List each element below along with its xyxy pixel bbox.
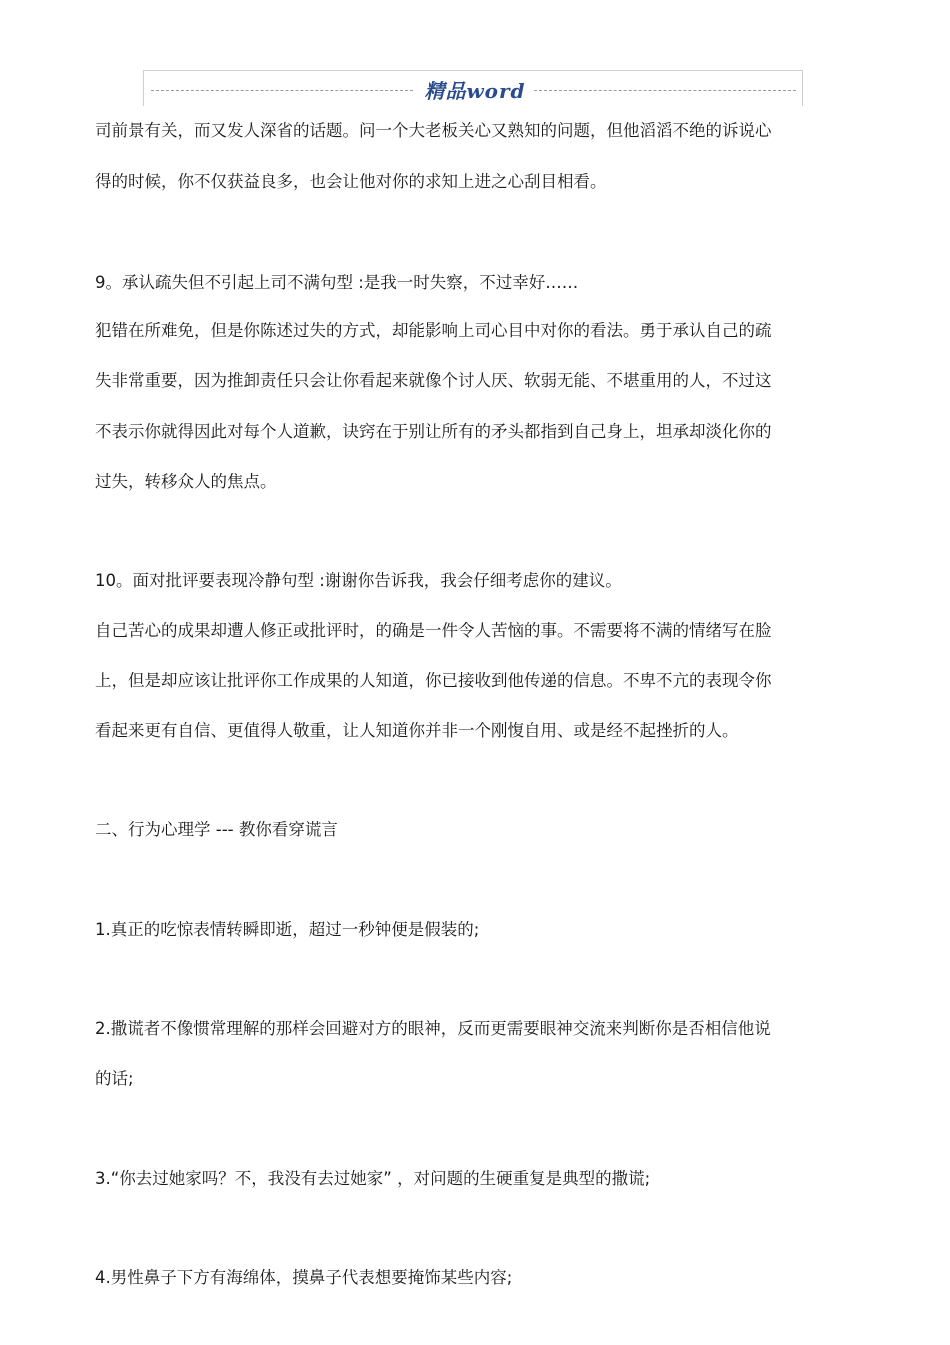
- list-item-continuation: 的话;: [95, 1069, 134, 1088]
- text-line: 失非常重要，因为推卸责任只会让你看起来就像个讨人厌、软弱无能、不堪重用的人，不过这: [95, 371, 772, 390]
- text-line: 看起来更有自信、更值得人敬重，让人知道你并非一个刚愎自用、或是经不起挫折的人。: [95, 721, 739, 740]
- section-heading: 10。面对批评要表现冷静句型 :谢谢你告诉我，我会仔细考虑你的建议。: [95, 571, 622, 590]
- list-item: 2.撒谎者不像惯常理解的那样会回避对方的眼神，反而更需要眼神交流来判断你是否相信他说: [95, 1019, 771, 1038]
- list-item: 1.真正的吃惊表情转瞬即逝，超过一秒钟便是假装的;: [95, 920, 480, 939]
- page-header: [143, 70, 803, 106]
- text-line: 过失，转移众人的焦点。: [95, 472, 277, 491]
- header-dashed-rule-right: [534, 90, 796, 91]
- header-title: 精品word: [424, 79, 526, 103]
- section-heading: 9。承认疏失但不引起上司不满句型 :是我一时失察，不过幸好……: [95, 273, 579, 292]
- text-line: 自己苦心的成果却遭人修正或批评时，的确是一件令人苦恼的事。不需要将不满的情绪写在脸: [95, 621, 772, 640]
- text-line: 得的时候，你不仅获益良多，也会让他对你的求知上进之心刮目相看。: [95, 172, 607, 191]
- text-line: 司前景有关，而又发人深省的话题。问一个大老板关心又熟知的问题，但他滔滔不绝的诉说心: [95, 121, 772, 140]
- text-line: 上，但是却应该让批评你工作成果的人知道，你已接收到他传递的信息。不卑不亢的表现令你: [95, 671, 772, 690]
- text-line: 犯错在所难免，但是你陈述过失的方式，却能影响上司心目中对你的看法。勇于承认自己的疏: [95, 321, 772, 340]
- header-dashed-rule-left: [151, 90, 413, 91]
- text-line: 不表示你就得因此对每个人道歉，诀窍在于别让所有的矛头都指到自己身上，坦承却淡化你的: [95, 422, 772, 441]
- list-item: 3.“你去过她家吗？不，我没有去过她家” ，对问题的生硬重复是典型的撒谎;: [95, 1169, 651, 1188]
- section-heading: 二、行为心理学 --- 教你看穿谎言: [95, 820, 338, 839]
- list-item: 4.男性鼻子下方有海绵体，摸鼻子代表想要掩饰某些内容;: [95, 1268, 513, 1287]
